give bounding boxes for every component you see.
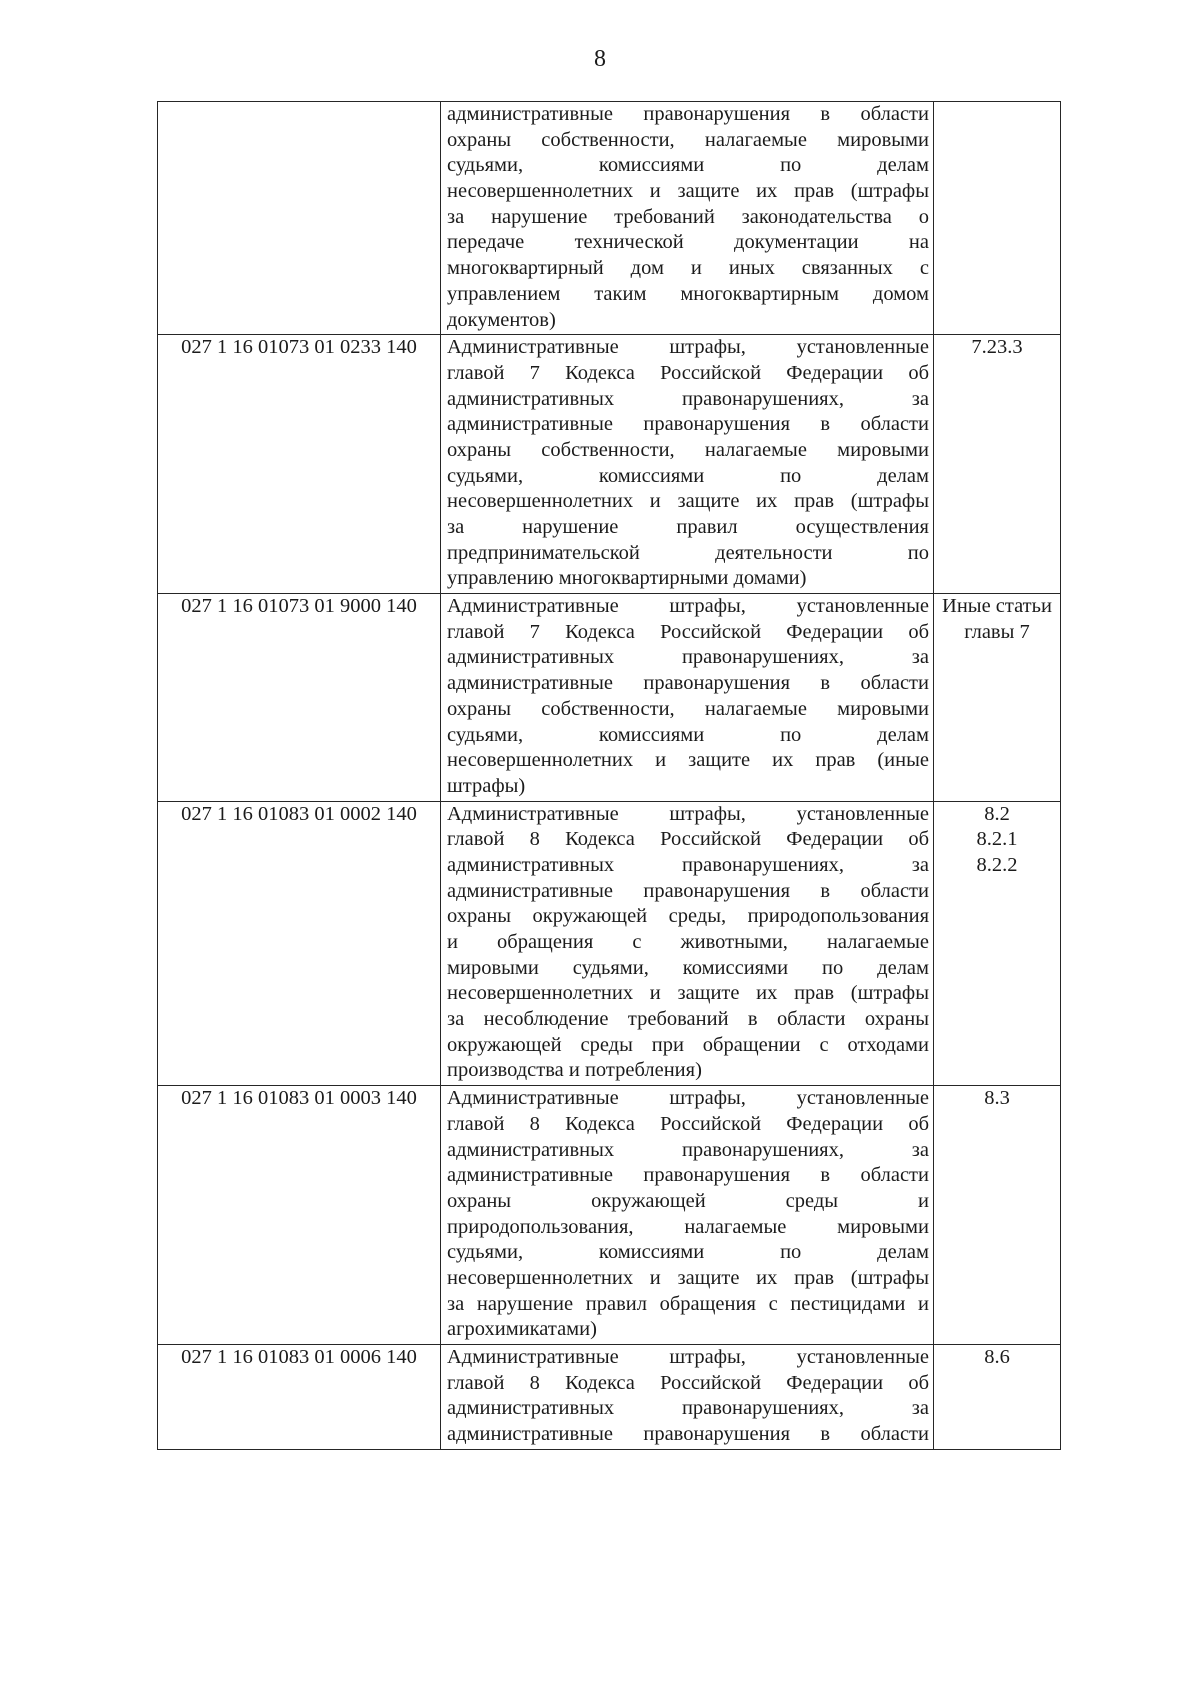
description-cell xyxy=(441,1345,934,1450)
article-number: 8.2.1 xyxy=(976,828,1018,851)
article-cell xyxy=(934,102,1061,335)
description-line: штрафы) xyxy=(447,774,526,797)
description-line: судьями, комиссиями по делам xyxy=(447,1241,929,1264)
budget-code: 027 1 16 01073 01 9000 140 xyxy=(181,595,417,618)
description-line: административных правонарушениях, за xyxy=(447,853,929,876)
article-number: 8.2 xyxy=(984,802,1010,825)
description-line: охраны окружающей среды и xyxy=(447,1189,929,1212)
article-cell xyxy=(934,1086,1061,1345)
description-line: и обращения с животными, налагаемые xyxy=(447,931,929,953)
budget-code: 027 1 16 01083 01 0003 140 xyxy=(181,1087,417,1110)
article-cell xyxy=(934,801,1061,1086)
description-line: судьями, комиссиями по делам xyxy=(447,464,929,487)
description-line: окружающей среды при обращении с отходами xyxy=(447,1033,929,1056)
description-line: административные правонарушения в области xyxy=(447,413,929,436)
table-row xyxy=(158,1086,1061,1345)
description-line: несовершеннолетних и защите их прав (штрафы xyxy=(447,490,929,513)
article-number: 7.23.3 xyxy=(971,336,1023,359)
description-line: предпринимательской деятельности по xyxy=(447,541,929,564)
description-line: природопользования, налагаемые мировыми xyxy=(447,1215,929,1238)
budget-code: 027 1 16 01073 01 0233 140 xyxy=(181,336,417,359)
description-line: за нарушение правил осуществления xyxy=(447,516,929,538)
description-line: несовершеннолетних и защите их прав (штрафы xyxy=(447,180,929,203)
description-line: мировыми судьями, комиссиями по делам xyxy=(447,956,929,979)
article-number: 8.2.2 xyxy=(976,853,1018,876)
description-line: документов) xyxy=(447,308,556,331)
description-line: Административные штрафы, установленные xyxy=(447,802,929,825)
description-line: производства и потребления) xyxy=(447,1059,702,1082)
table-row xyxy=(158,594,1061,802)
description-line: главой 8 Кодекса Российской Федерации об xyxy=(447,828,929,851)
description-line: главой 8 Кодекса Российской Федерации об xyxy=(447,1371,929,1394)
description-line: главой 8 Кодекса Российской Федерации об xyxy=(447,1112,929,1135)
table-row xyxy=(158,102,1061,335)
description-line: административные правонарушения в области xyxy=(447,1423,929,1446)
description-line: многоквартирный дом и иных связанных с xyxy=(447,257,929,280)
article-number: 8.6 xyxy=(984,1346,1010,1368)
description-cell xyxy=(441,335,934,594)
description-line: административные правонарушения в области xyxy=(447,1164,929,1187)
budget-code-cell xyxy=(158,102,441,335)
description-line: охраны собственности, налагаемые мировыми xyxy=(447,697,929,720)
description-line: административных правонарушениях, за xyxy=(447,646,929,669)
description-line: охраны окружающей среды, природопользования xyxy=(447,905,929,928)
budget-code-cell xyxy=(158,1345,441,1450)
description-line: административные правонарушения в области xyxy=(447,879,929,902)
table-row xyxy=(158,1345,1061,1450)
table-row xyxy=(158,335,1061,594)
budget-code-cell xyxy=(158,335,441,594)
budget-code-cell xyxy=(158,801,441,1086)
description-line: Административные штрафы, установленные xyxy=(447,595,929,618)
description-cell xyxy=(441,1086,934,1345)
article-cell xyxy=(934,1345,1061,1450)
description-line: передаче технической документации на xyxy=(447,231,929,254)
description-line: охраны собственности, налагаемые мировыми xyxy=(447,128,929,151)
article-number: Иные статьи xyxy=(942,595,1052,618)
description-line: за нарушение требований законодательства о xyxy=(447,205,929,228)
description-line: главой 7 Кодекса Российской Федерации об xyxy=(447,620,929,643)
description-line: за несоблюдение требований в области охраны xyxy=(447,1008,929,1031)
budget-code-cell xyxy=(158,1086,441,1345)
description-line: несовершеннолетних и защите их прав (иные xyxy=(447,749,929,772)
description-line: главой 7 Кодекса Российской Федерации об xyxy=(447,361,929,384)
description-line: судьями, комиссиями по делам xyxy=(447,723,929,746)
description-line: за нарушение правил обращения с пестицидами и xyxy=(447,1292,929,1315)
description-line: административных правонарушениях, за xyxy=(447,1397,929,1420)
description-cell xyxy=(441,594,934,802)
description-line: административных правонарушениях, за xyxy=(447,387,929,410)
description-line: административные правонарушения в области xyxy=(447,672,929,695)
budget-code: 027 1 16 01083 01 0002 140 xyxy=(181,802,417,825)
description-line: несовершеннолетних и защите их прав (штрафы xyxy=(447,1266,929,1289)
description-cell xyxy=(441,801,934,1086)
article-cell xyxy=(934,335,1061,594)
budget-code: 027 1 16 01083 01 0006 140 xyxy=(181,1346,417,1368)
description-line: несовершеннолетних и защите их прав (штрафы xyxy=(447,982,929,1005)
page-number: 8 xyxy=(594,46,606,72)
description-line: административные правонарушения в области xyxy=(447,103,929,125)
table-body xyxy=(158,102,1061,1450)
description-line: Административные штрафы, установленные xyxy=(447,1346,929,1368)
article-cell xyxy=(934,594,1061,802)
table-row xyxy=(158,801,1061,1086)
budget-code-cell xyxy=(158,594,441,802)
description-cell xyxy=(441,102,934,335)
description-line: Административные штрафы, установленные xyxy=(447,1087,929,1110)
fines-table xyxy=(157,101,1061,1450)
description-line: агрохимикатами) xyxy=(447,1318,597,1341)
description-line: административных правонарушениях, за xyxy=(447,1138,929,1161)
description-line: судьями, комиссиями по делам xyxy=(447,154,929,177)
description-line: управлению многоквартирными домами) xyxy=(447,567,807,590)
article-number: главы 7 xyxy=(964,620,1030,643)
article-number: 8.3 xyxy=(984,1087,1010,1110)
description-line: охраны собственности, налагаемые мировыми xyxy=(447,438,929,461)
description-line: управлением таким многоквартирным домом xyxy=(447,282,929,305)
description-line: Административные штрафы, установленные xyxy=(447,336,929,359)
